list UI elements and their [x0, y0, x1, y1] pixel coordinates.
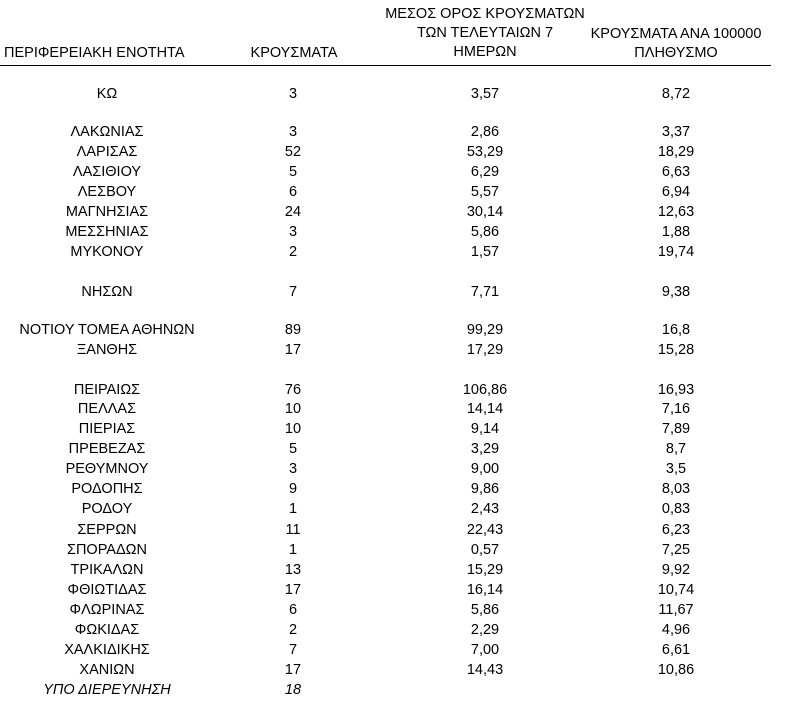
header-per-line-2: ΠΛΗΘΥΣΜΟ [634, 45, 718, 61]
table-row [0, 340, 801, 360]
cell-cases: 11 [285, 522, 301, 538]
cell-avg: 5,57 [470, 184, 500, 200]
table-row [0, 122, 801, 142]
cell-per-100000: 7,25 [661, 542, 691, 558]
cell-per-100000: 19,74 [657, 244, 695, 260]
cell-per-100000: 12,63 [657, 204, 695, 220]
cell-region: ΦΘΙΩΤΙΔΑΣ [67, 582, 147, 598]
cell-region: ΠΕΛΛΑΣ [77, 401, 137, 417]
cell-cases: 1 [288, 542, 298, 558]
cell-avg: 2,43 [470, 501, 500, 517]
cell-per-100000: 11,67 [658, 602, 694, 618]
table-row [0, 660, 801, 680]
cell-cases: 1 [288, 501, 298, 517]
cell-per-100000: 16,8 [661, 322, 691, 338]
cell-region: ΛΑΡΙΣΑΣ [76, 144, 138, 160]
cell-avg: 30,14 [466, 204, 504, 220]
cell-cases: 6 [288, 184, 298, 200]
table-row [0, 162, 801, 182]
cell-region: ΥΠΟ ΔΙΕΡΕΥΝΗΣΗ [43, 682, 171, 698]
table-row [0, 540, 801, 560]
cell-region: ΛΕΣΒΟΥ [77, 184, 137, 200]
table-row [0, 640, 801, 660]
header-avg-line-1: ΜΕΣΟΣ ΟΡΟΣ ΚΡΟΥΣΜΑΤΩΝ [385, 6, 585, 22]
header-avg-line-2: ΤΩΝ ΤΕΛΕΥΤΑΙΩΝ 7 [416, 25, 554, 41]
cell-avg: 14,14 [466, 401, 504, 417]
cell-cases: 10 [284, 421, 302, 437]
cell-region: ΡΕΘΥΜΝΟΥ [65, 461, 149, 477]
cell-region: ΜΑΓΝΗΣΙΑΣ [65, 204, 149, 220]
cell-cases: 6 [288, 602, 298, 618]
cell-cases: 3 [288, 86, 298, 102]
cell-avg: 3,57 [470, 86, 500, 102]
cell-region: ΞΑΝΘΗΣ [76, 342, 138, 358]
cell-avg: 9,86 [470, 481, 500, 497]
cell-cases: 3 [288, 224, 298, 240]
cell-avg: 2,29 [470, 622, 500, 638]
cell-cases: 7 [288, 642, 298, 658]
cell-region: ΜΥΚΟΝΟΥ [70, 244, 144, 260]
cell-cases: 18 [284, 682, 302, 698]
cell-region: ΦΛΩΡΙΝΑΣ [69, 602, 145, 618]
cell-per-100000: 6,63 [661, 164, 691, 180]
cell-region: ΧΑΛΚΙΔΙΚΗΣ [64, 642, 150, 658]
table-row [0, 560, 801, 580]
cell-region: ΛΑΚΩΝΙΑΣ [70, 124, 144, 140]
cell-avg: 1,57 [470, 244, 500, 260]
cell-per-100000: 8,72 [661, 86, 691, 102]
cell-avg: 53,29 [466, 144, 504, 160]
table-row [0, 222, 801, 242]
cell-avg: 16,14 [466, 582, 504, 598]
table-row [0, 419, 801, 439]
cell-avg: 3,29 [470, 441, 500, 457]
cell-per-100000: 1,88 [661, 224, 691, 240]
cell-cases: 5 [288, 441, 298, 457]
cell-cases: 52 [284, 144, 302, 160]
table-row [0, 320, 801, 340]
cell-cases: 9 [288, 481, 298, 497]
cell-avg: 9,00 [470, 461, 500, 477]
cell-region: ΣΠΟΡΑΔΩΝ [67, 542, 147, 558]
cell-region: ΣΕΡΡΩΝ [77, 522, 137, 538]
cell-region: ΤΡΙΚΑΛΩΝ [70, 562, 144, 578]
cell-avg: 7,00 [470, 642, 500, 658]
table-row [0, 84, 801, 104]
cell-avg: 22,43 [466, 522, 504, 538]
cell-cases: 3 [288, 124, 298, 140]
cell-avg: 99,29 [466, 322, 504, 338]
cell-per-100000: 3,5 [665, 461, 687, 477]
cell-region: ΝΗΣΩΝ [81, 284, 133, 300]
cell-avg: 9,14 [470, 421, 500, 437]
table-row [0, 282, 801, 302]
cell-region: ΠΕΙΡΑΙΩΣ [73, 382, 141, 398]
cell-cases: 10 [284, 401, 302, 417]
cell-region: ΡΟΔΟΠΗΣ [71, 481, 143, 497]
table-row [0, 499, 801, 519]
cell-avg: 7,71 [470, 284, 500, 300]
table-row [0, 242, 801, 262]
table-row [0, 520, 801, 540]
cell-avg: 106,86 [462, 382, 508, 398]
header-avg-line-3: ΗΜΕΡΩΝ [453, 44, 517, 60]
table-row [0, 399, 801, 419]
table-row [0, 620, 801, 640]
table-row [0, 202, 801, 222]
cell-per-100000: 10,74 [657, 582, 695, 598]
cell-cases: 76 [284, 382, 302, 398]
cell-region: ΠΡΕΒΕΖΑΣ [68, 441, 146, 457]
cell-cases: 7 [288, 284, 298, 300]
table-row [0, 459, 801, 479]
cell-per-100000: 9,92 [661, 562, 691, 578]
cell-per-100000: 10,86 [657, 662, 695, 678]
cell-avg: 15,29 [466, 562, 504, 578]
cell-avg: 17,29 [466, 342, 504, 358]
cell-per-100000: 8,03 [661, 481, 691, 497]
cell-per-100000: 7,16 [661, 401, 691, 417]
cell-cases: 17 [284, 582, 302, 598]
cell-per-100000: 7,89 [661, 421, 691, 437]
cell-per-100000: 6,94 [661, 184, 691, 200]
cell-cases: 89 [284, 322, 302, 338]
cell-cases: 24 [284, 204, 302, 220]
cell-avg: 14,43 [466, 662, 504, 678]
cell-cases: 3 [288, 461, 298, 477]
cell-cases: 5 [288, 164, 298, 180]
cell-region: ΧΑΝΙΩΝ [79, 662, 135, 678]
cell-per-100000: 3,37 [661, 124, 691, 140]
cell-region: ΡΟΔΟΥ [81, 501, 133, 517]
cell-region: ΦΩΚΙΔΑΣ [74, 622, 140, 638]
header-cases: ΚΡΟΥΣΜΑΤΑ [250, 45, 338, 61]
cell-avg: 5,86 [470, 602, 500, 618]
table-row [0, 600, 801, 620]
cell-per-100000: 0,83 [661, 501, 691, 517]
table-row [0, 580, 801, 600]
cell-per-100000: 8,7 [665, 441, 687, 457]
cell-cases: 13 [284, 562, 302, 578]
table-row [0, 479, 801, 499]
table-row-under-investigation [0, 680, 801, 700]
table-row [0, 182, 801, 202]
table-row [0, 142, 801, 162]
table-row [0, 439, 801, 459]
cell-per-100000: 4,96 [661, 622, 691, 638]
cell-region: ΠΙΕΡΙΑΣ [78, 421, 136, 437]
cell-cases: 2 [288, 244, 298, 260]
header-region: ΠΕΡΙΦΕΡΕΙΑΚΗ ΕΝΟΤΗΤΑ [4, 45, 185, 61]
table-row [0, 380, 801, 400]
cell-region: ΚΩ [96, 86, 118, 102]
cell-per-100000: 16,93 [657, 382, 695, 398]
cell-avg: 0,57 [470, 542, 500, 558]
cell-per-100000: 15,28 [657, 342, 695, 358]
cell-avg: 2,86 [470, 124, 500, 140]
cell-per-100000: 9,38 [661, 284, 691, 300]
cell-region: ΝΟΤΙΟΥ ΤΟΜΕΑ ΑΘΗΝΩΝ [19, 322, 195, 338]
cell-per-100000: 6,23 [661, 522, 691, 538]
cell-region: ΜΕΣΣΗΝΙΑΣ [65, 224, 149, 240]
cell-per-100000: 6,61 [661, 642, 691, 658]
cell-per-100000: 18,29 [657, 144, 695, 160]
cell-cases: 17 [284, 662, 302, 678]
cell-avg: 5,86 [470, 224, 500, 240]
cell-cases: 2 [288, 622, 298, 638]
header-per-line-1: ΚΡΟΥΣΜΑΤΑ ΑΝΑ 100000 [590, 26, 762, 42]
cell-cases: 17 [284, 342, 302, 358]
cell-avg: 6,29 [470, 164, 500, 180]
cell-region: ΛΑΣΙΘΙΟΥ [72, 164, 142, 180]
